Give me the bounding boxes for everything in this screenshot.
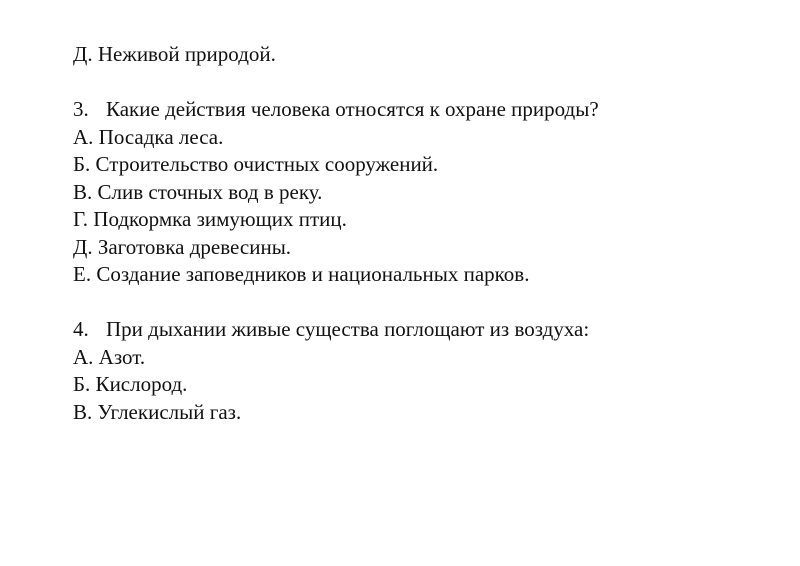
question-text: При дыхании живые существа поглощают из воздуха: bbox=[106, 317, 590, 341]
question-3 bbox=[73, 96, 773, 124]
answer-option: Д. Неживой природой. bbox=[73, 42, 276, 66]
answer-option: Е. Создание заповедников и национальных парков. bbox=[73, 262, 530, 286]
answer-option: А. Посадка леса. bbox=[73, 124, 224, 149]
question-4 bbox=[73, 316, 773, 344]
question-number: 4. bbox=[73, 317, 89, 341]
document-text bbox=[73, 41, 773, 426]
answer-option: Б. Кислород. bbox=[73, 372, 188, 396]
answer-option: Б. Строительство очистных сооружений. bbox=[73, 152, 439, 176]
answer-option: В. Слив сточных вод в реку. bbox=[73, 179, 323, 204]
question-number: 3. bbox=[73, 97, 89, 121]
answer-option: А. Азот. bbox=[73, 344, 146, 369]
answer-option: Г. Подкормка зимующих птиц. bbox=[73, 207, 347, 231]
answer-option: Д. Заготовка древесины. bbox=[73, 234, 292, 259]
spacer bbox=[73, 289, 773, 317]
spacer bbox=[73, 69, 773, 97]
answer-option: В. Углекислый газ. bbox=[73, 399, 242, 424]
question-text: Какие действия человека относятся к охране природы? bbox=[106, 97, 599, 121]
